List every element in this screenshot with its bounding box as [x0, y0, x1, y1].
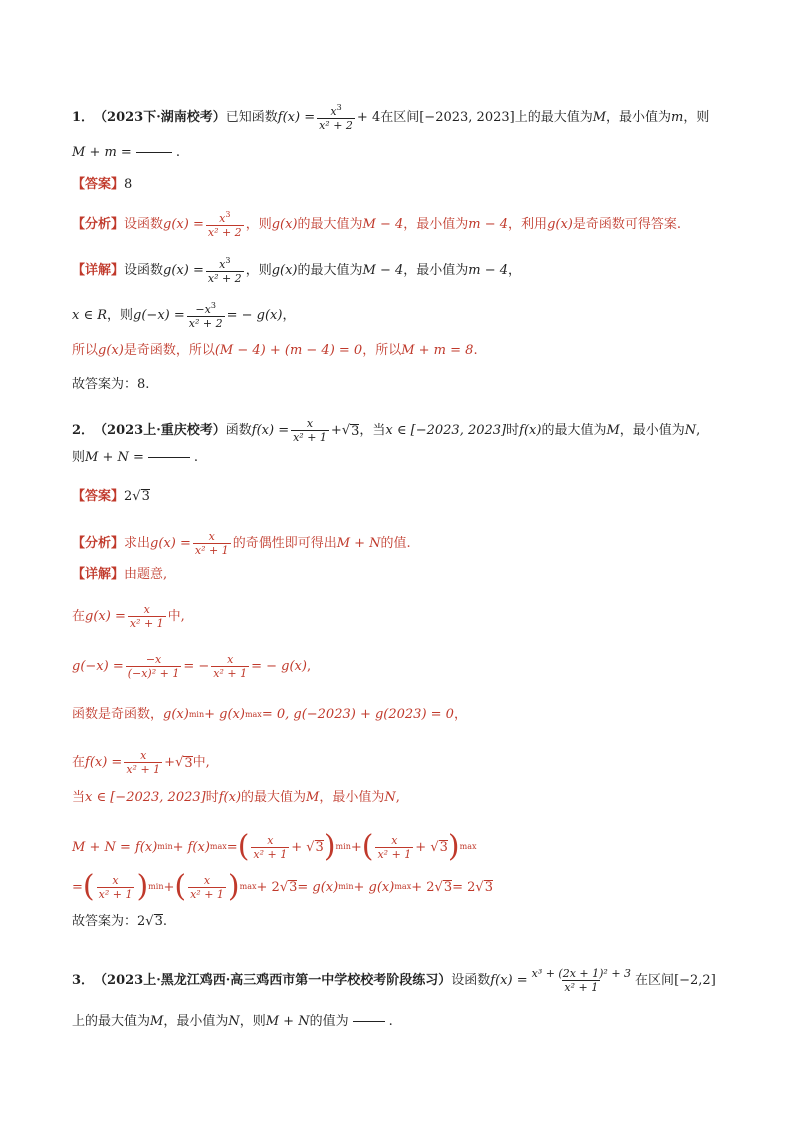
q2-frac-den: x² + 1 [293, 431, 327, 444]
q1-l7-a: 所以 [72, 343, 99, 358]
q2-l12d: = g(x) [297, 879, 339, 895]
q2-l12-den2: x² + 1 [190, 887, 224, 901]
detail-label: 【详解】 [72, 263, 125, 278]
answer-label: 【答案】 [72, 488, 125, 504]
q1-number: 1． [72, 110, 95, 125]
q3-l2c: ，则 [239, 1014, 266, 1029]
q2-l11-min2: min [335, 842, 351, 851]
q2-ana-text: 的奇偶性即可得出 [232, 536, 337, 551]
q2-l11-fraction-2 [375, 835, 413, 860]
q2-l9-num: x [140, 749, 147, 762]
q1-l6-d: ， [282, 308, 296, 323]
q2-l10e: ，最小值为 [319, 790, 385, 805]
q2-line-2 [72, 451, 734, 464]
q1-det-text: ，则 [245, 263, 272, 278]
q1-ana-den: x² + 2 [207, 226, 242, 239]
q2-l12-max: max [239, 882, 257, 891]
q1-ana-text: ，最小值为 [403, 217, 469, 232]
q3-text: 在区间 [635, 973, 675, 988]
q2-ana-den: x² + 1 [194, 544, 229, 557]
q2-l11-den2: x² + 1 [377, 847, 412, 861]
q2-l7-num2: x [227, 653, 234, 666]
q2-l7-den: (−x)² + 1 [127, 667, 180, 680]
q1-line-1 [72, 104, 734, 131]
q1-ana-gx: g(x) [547, 217, 573, 232]
q1-final [72, 378, 734, 391]
q2-l11-num1: x [267, 833, 274, 847]
q3-l2d: 的值为 [309, 1014, 349, 1029]
q2-ana-num: x [208, 530, 215, 543]
q2-l12-sqrt2: 3 [443, 880, 453, 895]
q2-l11c: = [226, 839, 238, 855]
q1-ana-num: x [219, 212, 226, 225]
q2-l12b: + [163, 879, 175, 895]
q1-fx: f(x) = [277, 110, 316, 125]
q1-det-text: ， [508, 263, 522, 278]
q2-l2b: M + N = [85, 450, 144, 465]
q1-det-fraction [206, 257, 244, 284]
q3-l2a: 上的最大值为 [72, 1014, 151, 1029]
q2-l10-N: N [384, 790, 396, 805]
q1-ana-text: 的最大值为 [297, 217, 363, 232]
q2-l11-den1: x² + 1 [253, 847, 288, 861]
q1-ana-g: g(x) = [163, 217, 204, 232]
q2-l6b: 中, [167, 609, 185, 624]
q1-ana-M4: M − 4 [362, 217, 404, 232]
q2-text: 时 [506, 423, 520, 438]
q2-final-coef: 2 [137, 913, 146, 929]
q3-frac-den: x² + 1 [564, 981, 599, 994]
q1-text: 上的最大值为 [514, 110, 593, 125]
q2-l12f: + 2 [411, 879, 435, 895]
q2-l10f: , [395, 790, 400, 805]
q2-ana-fraction [193, 531, 231, 556]
q3-source: （2023上·黑龙江鸡西·高三鸡西市第一中学校校考阶段练习） [94, 973, 452, 988]
q2-l12-sqrt1: 3 [289, 880, 298, 895]
q2-l11b: + f(x) [172, 839, 210, 855]
q2-l6-den: x² + 1 [129, 617, 164, 630]
q2-l7-mid: = − [183, 659, 210, 674]
q1-l6-den: x² + 2 [188, 317, 223, 330]
q2-ana-text: 的值. [380, 536, 411, 551]
q2-l6-num: x [143, 603, 150, 616]
q2-M: M [606, 423, 620, 438]
q3-l2e: . [388, 1014, 393, 1029]
q1-line-2 [72, 146, 734, 159]
q2-l8b: g(x) [163, 707, 189, 722]
q3-interval: [−2,2] [674, 973, 716, 988]
q2-l7-g: g(−x) = [72, 659, 124, 674]
q2-final: 故答案为： 2 √ 3 . [72, 913, 168, 929]
q1-l6-num: −x [195, 303, 211, 316]
q1-ana-text: ，则 [245, 217, 272, 232]
q1-l7-gx: g(x) [98, 343, 124, 358]
q1-answer: 8 [124, 177, 133, 192]
q1-line-6 [72, 302, 734, 329]
q2-ana-text: 求出 [124, 536, 151, 551]
q2-final-period: . [162, 913, 168, 929]
q1-l6-a: x ∈ R [72, 308, 108, 323]
q2-l9-fx: f(x) = [85, 755, 123, 770]
q1-l6-exp: 3 [210, 301, 216, 310]
q1-ana-text: 设函数 [124, 217, 164, 232]
q1-frac-num: x [330, 105, 337, 118]
q2-l12-max2: max [394, 882, 412, 891]
q1-frac-den: x² + 2 [319, 119, 353, 132]
q2-answer-blank [148, 457, 190, 458]
q1-source: （2023下·湖南校考） [94, 110, 226, 125]
q3-fraction [530, 968, 633, 993]
q2-l7-den2: x² + 1 [213, 667, 248, 680]
q2-l7-comma: , [306, 659, 312, 674]
q2-l8a: 函数是奇函数， [72, 707, 164, 722]
q2-l11-min: min [157, 842, 173, 851]
q2-l6-fraction [128, 604, 166, 629]
q2-l12-sqrt3: 3 [484, 880, 493, 895]
q1-plus4: + 4 [356, 110, 381, 125]
q2-l12-min2: min [338, 882, 354, 891]
q2-fx: f(x) = [251, 423, 290, 438]
q2-frac-num: x [306, 417, 314, 430]
q2-l12-min: min [148, 882, 164, 891]
q2-l11a: M + N = f(x) [72, 839, 158, 855]
q2-l10c: f(x) [218, 790, 242, 805]
q2-l12-fraction-1 [97, 875, 135, 900]
q3-MN: M + N [265, 1014, 310, 1029]
q2-detail-line [72, 568, 734, 581]
q2-l2a: 则 [72, 450, 86, 465]
q1-ana-exp: 3 [225, 210, 231, 219]
q2-number: 2． [72, 423, 95, 438]
q1-det-den: x² + 2 [207, 272, 242, 285]
q2-text: 函数 [225, 423, 252, 438]
q1-l7-b: 是奇函数，所以 [123, 343, 215, 358]
answer-label: 【答案】 [72, 177, 125, 192]
q2-l12g: = 2 [452, 879, 476, 895]
analysis-label: 【分析】 [72, 536, 125, 551]
q1-l6-fraction [187, 302, 225, 329]
q1-l7-expr: (M − 4) + (m − 4) = 0 [214, 343, 363, 358]
q1-ana-fraction [206, 211, 244, 238]
q2-l9a: 在 [72, 755, 86, 770]
q1-text: 在区间 [380, 110, 420, 125]
q2-l10b: 时 [205, 790, 219, 805]
q2-l11-max2: max [459, 842, 477, 851]
q1-text: 已知函数 [225, 110, 278, 125]
q3-line-1 [72, 968, 734, 993]
q2-l8-min: min [188, 709, 205, 719]
q2-cond: x ∈ [−2023, 2023] [385, 423, 507, 438]
q1-ana-m4: m − 4 [468, 217, 509, 232]
q2-l8c: + g(x) [204, 707, 245, 722]
q2-l6-g: g(x) = [85, 609, 126, 624]
q1-det-exp: 3 [225, 256, 231, 265]
q1-answer-blank [136, 152, 172, 153]
q2-fraction [291, 418, 329, 443]
q2-l6a: 在 [72, 609, 86, 624]
q2-l12-num1: x [112, 873, 119, 887]
q2-l12-den1: x² + 1 [98, 887, 133, 901]
q2-text: ，当 [359, 423, 386, 438]
q2-final-text: 故答案为： [72, 913, 138, 929]
q1-fraction [317, 104, 355, 131]
q2-N: N [684, 423, 697, 438]
q3-frac-num: x³ + (2x + 1)² + 3 [531, 967, 632, 980]
q1-period: . [175, 145, 180, 160]
analysis-label: 【分析】 [72, 217, 125, 232]
q1-det-M4: M − 4 [362, 263, 404, 278]
q2-source: （2023上·重庆校考） [94, 423, 226, 438]
q1-l6-b: ，则 [107, 308, 134, 323]
q3-answer-blank [353, 1021, 385, 1022]
q1-det-text: 的最大值为 [297, 263, 363, 278]
q2-l9-fraction [124, 750, 162, 775]
q3-line-2 [72, 1015, 734, 1028]
q1-ana-text: ，利用 [508, 217, 548, 232]
q2-fx2: f(x) [519, 423, 542, 438]
q2-l10-cond: x ∈ [−2023, 2023] [85, 790, 206, 805]
q2-l10a: 当 [72, 790, 86, 805]
q2-l8d: = 0, g(−2023) + g(2023) = 0 [261, 707, 454, 722]
q2-l10-M: M [306, 790, 320, 805]
q2-line-10 [72, 791, 734, 804]
q2-l8e: ， [453, 707, 467, 722]
q2-l7-fraction-2 [211, 654, 249, 679]
q1-m: m [671, 110, 684, 125]
q2-l2c: . [193, 450, 199, 465]
q3-N: N [228, 1014, 240, 1029]
q1-det-num: x [219, 258, 226, 271]
q2-answer-line: 【答案】 2 √ 3 [72, 488, 150, 504]
q1-sum: M + m = [72, 145, 132, 160]
q2-det-text: 由题意, [124, 567, 168, 582]
detail-label: 【详解】 [72, 567, 125, 582]
q1-analysis-line [72, 211, 734, 238]
q2-l11-max: max [209, 842, 227, 851]
q2-l7-fraction-1 [126, 654, 182, 679]
q2-l12-num2: x [203, 873, 211, 887]
q2-l7-end: = − g(x) [251, 659, 307, 674]
q1-ana-text: 是奇函数可得答案. [572, 217, 681, 232]
q2-ans-rad: 3 [141, 489, 150, 504]
q1-frac-exp: 3 [336, 103, 342, 112]
q3-M: M [150, 1014, 164, 1029]
q2-text: ，最小值为 [619, 423, 685, 438]
q2-line-8 [72, 708, 734, 721]
q3-fx: f(x) = [490, 973, 528, 988]
q2-ans-coef: 2 [124, 488, 133, 504]
q2-l9-sqrt: 3 [184, 755, 193, 771]
q2-l12e: + g(x) [353, 879, 395, 895]
q2-l11d: + [350, 839, 362, 855]
q1-text: ，最小值为 [606, 110, 672, 125]
q1-interval: [−2023, 2023] [419, 110, 515, 125]
q2-l12c: + 2 [256, 879, 280, 895]
q3-l2b: ，最小值为 [163, 1014, 229, 1029]
q2-analysis-line [72, 531, 734, 556]
q1-detail-line [72, 257, 734, 284]
q2-l8-max: max [244, 709, 262, 719]
q2-ana-g: g(x) = [150, 536, 191, 551]
q2-l11-sqrt1: 3 [315, 840, 324, 855]
q1-final-text: 故答案为：8. [72, 377, 150, 392]
q2-l11-fraction-1 [251, 835, 289, 860]
q1-l6-c: = − g(x) [226, 308, 283, 323]
q1-l7-res: M + m = 8 [401, 343, 474, 358]
q2-line-6 [72, 604, 734, 629]
q1-l6-g: g(−x) = [133, 308, 185, 323]
q2-final-rad: 3 [154, 914, 163, 929]
q2-l9-den: x² + 1 [126, 763, 161, 776]
q1-det-g: g(x) = [163, 263, 204, 278]
q2-line-7 [72, 654, 734, 679]
q2-l9b: 中, [192, 755, 210, 770]
q2-l12a: = [72, 879, 83, 895]
q3-number: 3． [72, 973, 95, 988]
q2-l9-plus: + [164, 755, 176, 770]
q1-det-m4: m − 4 [468, 263, 509, 278]
q1-text: ，则 [683, 110, 710, 125]
q1-M: M [592, 110, 607, 125]
q1-det-text: ，最小值为 [403, 263, 469, 278]
q1-l7-d: . [473, 343, 478, 358]
q1-ana-gx: g(x) [271, 217, 298, 232]
q2-l11-num2: x [391, 833, 398, 847]
q2-line-1: 2． （2023上·重庆校考） 函数 f(x) = $\frac{x}{\text{x² + 1}}$ + √ 3 ，当 x ∈ [−2023, 2023] 时 f(x) 的最大值为 M ，最小值为 N , [72, 417, 701, 444]
q2-line-11: M + N = f(x) min + f(x) max = ( $\frac{x}{\text{x² + 1}}$ + √ 3 ) min + ( $\frac{x}{\text{x² + 1}}$ + √ 3 ) max [72, 829, 477, 864]
q2-l12-fraction-2 [188, 875, 226, 900]
q2-l10d: 的最大值为 [241, 790, 307, 805]
q3-text: 设函数 [451, 973, 491, 988]
q2-l7-num: −x [145, 653, 162, 666]
q2-line-12: = ( $\frac{x}{\text{x² + 1}}$ ) min + ( $\frac{x}{\text{x² + 1}}$ ) max + 2 √ 3 = g(x) min + g(x) max + 2 √ 3 = 2 √ 3 [72, 869, 493, 904]
q2-text: 的最大值为 [541, 423, 607, 438]
q1-det-text: 设函数 [124, 263, 164, 278]
q2-sqrt3: 3 [351, 423, 360, 439]
q2-line-9: 在 f(x) = $\frac{x}{\text{x² + 1}}$ + √ 3 中, [72, 749, 210, 776]
q2-text: , [696, 423, 701, 438]
q2-ana-MN: M + N [336, 536, 381, 551]
q1-line-7 [72, 344, 734, 357]
q1-l7-c: ，所以 [362, 343, 402, 358]
q1-det-gx: g(x) [271, 263, 298, 278]
q2-plus: + [330, 423, 342, 438]
q2-l11-sqrt2: 3 [439, 840, 448, 855]
q1-answer-line [72, 178, 734, 191]
